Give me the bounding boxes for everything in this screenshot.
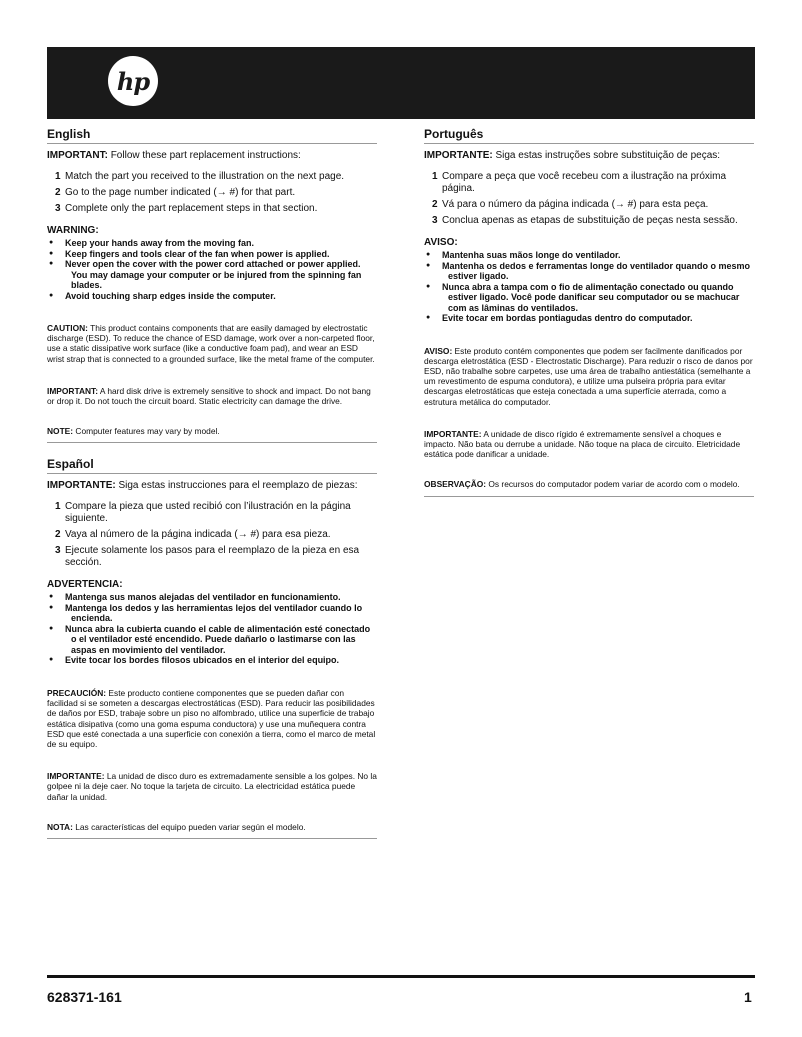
important-instruction: IMPORTANTE: Siga estas instrucciones para el reemplazo de piezas: bbox=[47, 480, 358, 492]
warning-item: ● Avoid touching sharp edges inside the computer. bbox=[47, 291, 377, 302]
hp-logo bbox=[108, 56, 158, 106]
features-note: NOTE: Computer features may vary by model. bbox=[47, 426, 220, 437]
features-note: NOTA: Las características del equipo pueden variar según el modelo. bbox=[47, 821, 306, 832]
step-item: 1 Compare a peça que você recebeu com a ilustração na próxima página. bbox=[432, 171, 727, 194]
hdd-important-note: IMPORTANTE: A unidade de disco rígido é extremamente sensível a choques e impacto. Não bata ou derrube a unidade. Não toque na placa de circuito. Eletricidade estática pode danificar a unidade. bbox=[424, 428, 741, 460]
hp-logo-text: hp bbox=[116, 66, 150, 96]
important-instruction: IMPORTANT: Follow these part replacement instructions: bbox=[47, 150, 301, 161]
warning-item: ● Keep fingers and tools clear of the fan when power is applied. bbox=[47, 249, 377, 260]
warning-item: ● Keep your hands away from the moving fan. bbox=[47, 238, 377, 249]
step-item: 1 Compare la pieza que usted recibió con l’ilustración en la página siguiente. bbox=[55, 501, 351, 525]
step-item: 3 Ejecute solamente los pasos para el reemplazo de la pieza en esa sección. bbox=[55, 545, 360, 569]
warning-item: ● Nunca abra la cubierta cuando el cable de alimentación esté conectado o el ventilador esté encendido. Puede dañarlo o lastimarse con las aspas en movimiento del ventilador. bbox=[47, 624, 377, 656]
section-divider bbox=[47, 838, 377, 839]
warning-item: ● Never open the cover with the power cord attached or power applied. You may damage your computer or be injured from the spinning fan blades. bbox=[47, 259, 377, 291]
warning-item: ● Evite tocar los bordes filosos ubicados en el interior del equipo. bbox=[47, 655, 377, 666]
warning-title: ADVERTENCIA: bbox=[47, 579, 123, 591]
features-note: OBSERVAÇÃO: Os recursos do computador podem variar de acordo com o modelo. bbox=[424, 479, 740, 490]
left-column bbox=[47, 127, 377, 839]
caution-note: PRECAUCIÓN: Este producto contiene componentes que se pueden dañar con facilidad si se someten a descargas electrostáticas (ESD). Para reducir las posibilidades de daños por ESD, trabaje sobre un piso no alfombrado, utilice una superficie de trabajo estática disipativa (como una goma espuma conductora) y use una muñequera contra ESD que esté conectada a una superficie con conexión a tierra, como el marco de metal de su equipo. bbox=[47, 687, 376, 749]
section-heading-espanol: Español bbox=[47, 457, 377, 474]
caution-note: AVISO: Este produto contém componentes que podem ser facilmente danificados por descarga eletrostática (ESD - Electrostatic Discharge). Para reduzir o risco de danos por ESD, não trabalhe sobre carpetes, use uma área de trabalho antiestática (semelhante a um revestimento de espuma condutora), e utilize uma pulseira própria para evitar descargas eletrostáticas que esteja conectada a uma superfície aterrada, como a estrutura metálica do computador. bbox=[424, 345, 753, 407]
warning-item: ● Evite tocar em bordas pontiagudas dentro do computador. bbox=[424, 313, 754, 324]
section-divider bbox=[47, 442, 377, 443]
warning-item: ● Mantenha suas mãos longe do ventilador. bbox=[424, 250, 754, 261]
hdd-important-note: IMPORTANT: A hard disk drive is extremely sensitive to shock and impact. Do not bang or drop it. Do not touch the circuit board. Static electricity can damage the drive. bbox=[47, 385, 371, 407]
steps-list bbox=[424, 171, 754, 227]
section-heading-portugues: Português bbox=[424, 127, 754, 144]
document-number: 628371-161 bbox=[47, 989, 122, 1005]
warning-title: AVISO: bbox=[424, 237, 458, 248]
section-heading-english: English bbox=[47, 127, 377, 144]
warning-list bbox=[47, 592, 377, 666]
step-item: 3 Complete only the part replacement steps in that section. bbox=[55, 203, 318, 214]
warning-list bbox=[47, 238, 377, 301]
warning-item: ● Nunca abra a tampa com o fio de alimentação conectado ou quando estiver ligado. Você pode danificar seu computador ou se machucar com as lâminas do ventilados. bbox=[424, 282, 754, 314]
page-number: 1 bbox=[744, 989, 752, 1005]
section-divider bbox=[424, 496, 754, 497]
right-column bbox=[424, 127, 754, 497]
warning-title: WARNING: bbox=[47, 225, 99, 236]
step-item: 2 Vá para o número da página indicada (→ #) para esta peça. bbox=[432, 199, 709, 210]
caution-note: CAUTION: This product contains components that are easily damaged by electrostatic discharge (ESD). To reduce the chance of ESD damage, work over a non-carpeted floor, use a static dissipative work surface (like a conductive foam pad), and wear an ESD wrist strap that is connected to a grounded surface, like the metal frame of the computer. bbox=[47, 323, 375, 364]
footer-rule bbox=[47, 975, 755, 978]
warning-item: ● Mantenha os dedos e ferramentas longe do ventilador quando o mesmo estiver ligado. bbox=[424, 261, 754, 282]
hdd-important-note: IMPORTANTE: La unidad de disco duro es extremadamente sensible a los golpes. No la golpee ni la deje caer. No toque la tarjeta de circuito. La electricidad estática puede dañar la unidad. bbox=[47, 771, 377, 802]
warning-list bbox=[424, 250, 754, 324]
important-instruction: IMPORTANTE: Siga estas instruções sobre substituição de peças: bbox=[424, 150, 721, 161]
steps-list bbox=[47, 171, 377, 215]
steps-list bbox=[47, 501, 377, 569]
step-item: 1 Match the part you received to the illustration on the next page. bbox=[55, 171, 345, 182]
warning-item: ● Mantenga sus manos alejadas del ventilador en funcionamiento. bbox=[47, 592, 377, 603]
step-item: 2 Vaya al número de la página indicada (→ #) para esa pieza. bbox=[55, 529, 331, 541]
step-item: 2 Go to the page number indicated (→ #) for that part. bbox=[55, 187, 296, 198]
step-item: 3 Conclua apenas as etapas de substituição de peças nesta sessão. bbox=[432, 215, 738, 226]
warning-item: ● Mantenga los dedos y las herramientas lejos del ventilador cuando lo encienda. bbox=[47, 603, 377, 624]
